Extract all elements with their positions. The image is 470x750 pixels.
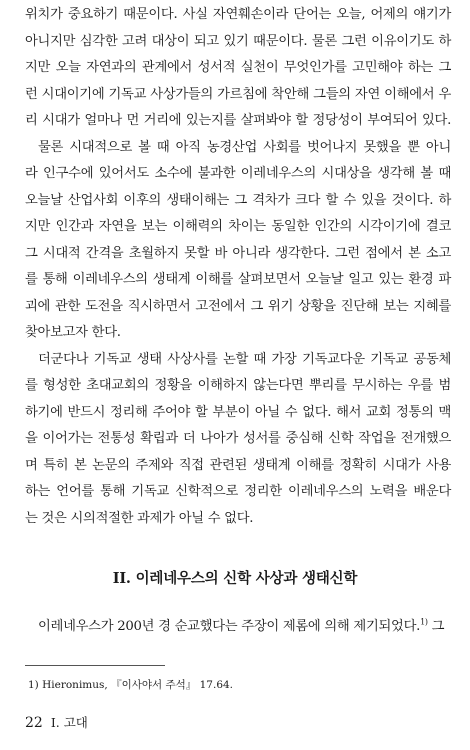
- text-line: 지만 오늘 자연과의 관계에서 성서적 실천이 무엇인가를 고민해야 하는 그: [25, 60, 451, 75]
- paragraph-3: [25, 347, 451, 533]
- text-line: 지만 인간과 자연을 보는 이해력의 차이는 동일한 인간의 시각이기에 결코: [25, 219, 451, 234]
- footnote-reference[interactable]: 1): [420, 617, 428, 627]
- text-line: 그 시대적 간격을 초월하지 못할 바 아니라 생각한다. 그런 점에서 본 소고: [25, 245, 451, 261]
- footnote: 1) Hieronimus, 『이사야서 주석』 17.64.: [28, 679, 234, 691]
- text-line: 하기에 반드시 정리해 주어야 할 부분이 아닐 수 없다. 해서 교회 정통의 맥: [25, 404, 451, 420]
- text-line: 오늘날 산업사회 이후의 생태이해는 그 격차가 크다 할 수 있을 것이다. 하: [25, 192, 451, 208]
- text-line: 는 것은 시의적절한 과제가 아닐 수 없다.: [25, 510, 254, 526]
- text-line: 위치가 중요하기 때문이다. 사실 자연훼손이라 단어는 오늘, 어제의 얘기가: [25, 7, 451, 22]
- text-line: 아니지만 심각한 고려 대상이 되고 있기 때문이다. 물론 그런 이유이기도 하: [25, 33, 451, 49]
- page-number: 22: [25, 715, 43, 731]
- text-line: 리 시대가 얼마나 먼 거리에 있는지를 살펴봐야 할 정당성이 부여되어 있다.: [25, 113, 451, 128]
- page-footer: [25, 713, 88, 731]
- text-line: 물론 시대적으로 볼 때 아직 농경산업 사회를 벗어나지 못했을 뿐 아니: [38, 139, 451, 155]
- text-line: 며 특히 본 논문의 주제와 직접 관련된 생태계 이해를 정확히 시대가 사용: [25, 457, 451, 473]
- text-line: 라 인구수에 있어서도 소수에 불과한 이레네우스의 시대상을 생각해 볼 때: [25, 166, 451, 181]
- section-heading: II. 이레네우스의 신학 사상과 생태신학: [112, 570, 358, 587]
- body-text: [25, 2, 451, 532]
- text-line: 런 시대이기에 기독교 사상가들의 가르침에 착안해 그들의 자연 이해에서 우: [25, 86, 451, 102]
- paragraph-1: [25, 2, 451, 135]
- text-line: 를 형성한 초대교회의 정황을 이해하지 않는다면 뿌리를 무시하는 우를 범: [25, 378, 451, 393]
- footnote-divider: [25, 665, 165, 666]
- text-line: 하는 언어를 통해 기독교 신학적으로 정리한 이레네우스의 노력을 배운다: [25, 484, 451, 499]
- running-section: I. 고대: [50, 715, 88, 730]
- section-first-line: [38, 615, 451, 634]
- text-line: 괴에 관한 도전을 직시하면서 고전에서 그 위기 상황을 진단해 보는 지혜를: [25, 298, 451, 314]
- paragraph-2: [25, 135, 451, 347]
- section-first-line-tail: 그: [427, 619, 445, 634]
- text-line: 을 이어가는 전통성 확립과 더 나아가 성서를 중심해 신학 작업을 전개했으: [25, 431, 451, 446]
- text-line: 더군다나 기독교 생태 사상사를 논할 때 가장 기독교다운 기독교 공동체: [38, 351, 451, 367]
- text-line: 찾아보고자 한다.: [25, 325, 121, 340]
- text-line: 를 통해 이레네우스의 생태계 이해를 살펴보면서 오늘날 일고 있는 환경 파: [25, 272, 451, 287]
- section-first-line-text: 이레네우스가 200년 경 순교했다는 주장이 제롬에 의해 제기되었다.: [38, 619, 421, 634]
